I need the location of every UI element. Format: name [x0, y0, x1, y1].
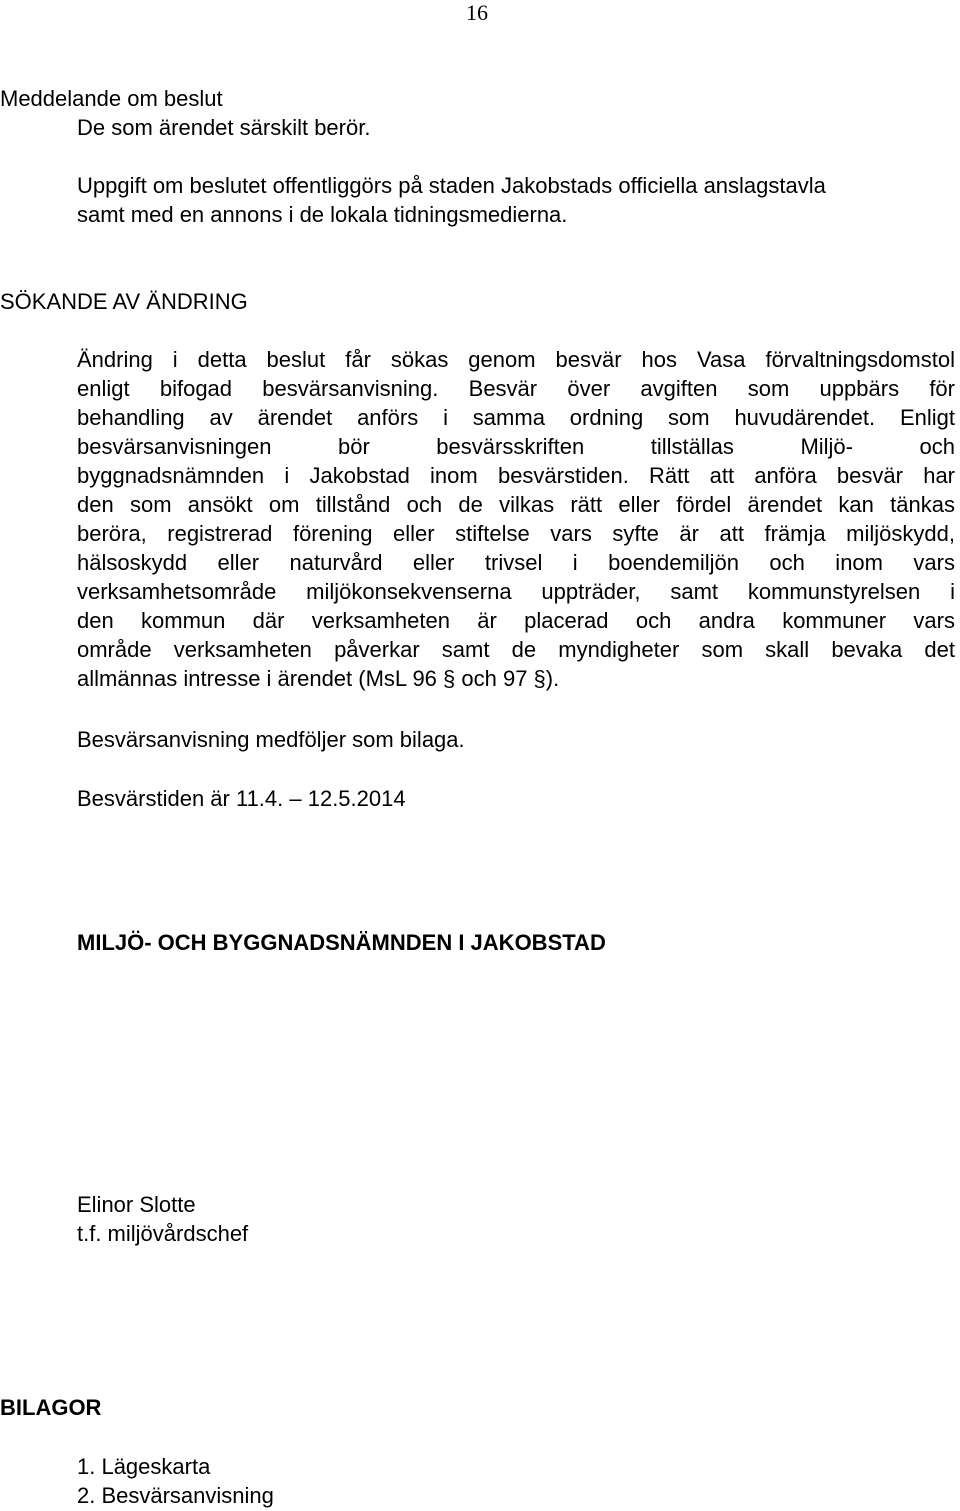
- attachment-item: 2. Besvärsanvisning: [77, 1483, 274, 1508]
- authority-name: MILJÖ- OCH BYGGNADSNÄMNDEN I JAKOBSTAD: [77, 930, 606, 955]
- appeal-line: Ändring i detta beslut får sökas genom besvär hos Vasa förvaltningsdomstol: [77, 347, 955, 372]
- page-number: 16: [466, 0, 488, 25]
- notice-recipients: De som ärendet särskilt berör.: [77, 115, 371, 140]
- appeal-line: behandling av ärendet anförs i samma ordning som huvudärendet. Enligt: [77, 405, 955, 430]
- appeal-deadline: Besvärstiden är 11.4. – 12.5.2014: [77, 786, 406, 811]
- attachment-item: 1. Lägeskarta: [77, 1454, 211, 1479]
- appeal-line: den kommun där verksamheten är placerad och andra kommuner vars: [77, 608, 955, 633]
- appeal-line: byggnadsnämnden i Jakobstad inom besvärstiden. Rätt att anföra besvär har: [77, 463, 955, 488]
- appeal-line: hälsoskydd eller naturvård eller trivsel i boendemiljön och inom vars: [77, 550, 955, 575]
- appeal-heading: SÖKANDE AV ÄNDRING: [0, 289, 248, 314]
- appeal-line: den som ansökt om tillstånd och de vilkas rätt eller fördel ärendet kan tänkas: [77, 492, 955, 517]
- appeal-line: verksamhetsområde miljökonsekvenserna uppträder, samt kommunstyrelsen i: [77, 579, 955, 604]
- notice-heading: Meddelande om beslut: [0, 86, 223, 111]
- signatory-title: t.f. miljövårdschef: [77, 1221, 249, 1246]
- appeal-line: område verksamheten påverkar samt de myndigheter som skall bevaka det: [77, 637, 955, 662]
- signatory-name: Elinor Slotte: [77, 1192, 196, 1217]
- publication-line-1: Uppgift om beslutet offentliggörs på staden Jakobstads officiella anslagstavla: [77, 173, 826, 198]
- attachment-note: Besvärsanvisning medföljer som bilaga.: [77, 727, 465, 752]
- appeal-line: besvärsanvisningen bör besvärsskriften tillställas Miljö- och: [77, 434, 955, 459]
- attachments-heading: BILAGOR: [0, 1395, 102, 1420]
- appeal-line: enligt bifogad besvärsanvisning. Besvär över avgiften som uppbärs för: [77, 376, 955, 401]
- appeal-paragraph: [77, 345, 955, 693]
- appeal-line: beröra, registrerad förening eller stiftelse vars syfte är att främja miljöskydd,: [77, 521, 955, 546]
- publication-line-2: samt med en annons i de lokala tidningsmedierna.: [77, 202, 568, 227]
- appeal-line: allmännas intresse i ärendet (MsL 96 § och 97 §).: [77, 666, 560, 691]
